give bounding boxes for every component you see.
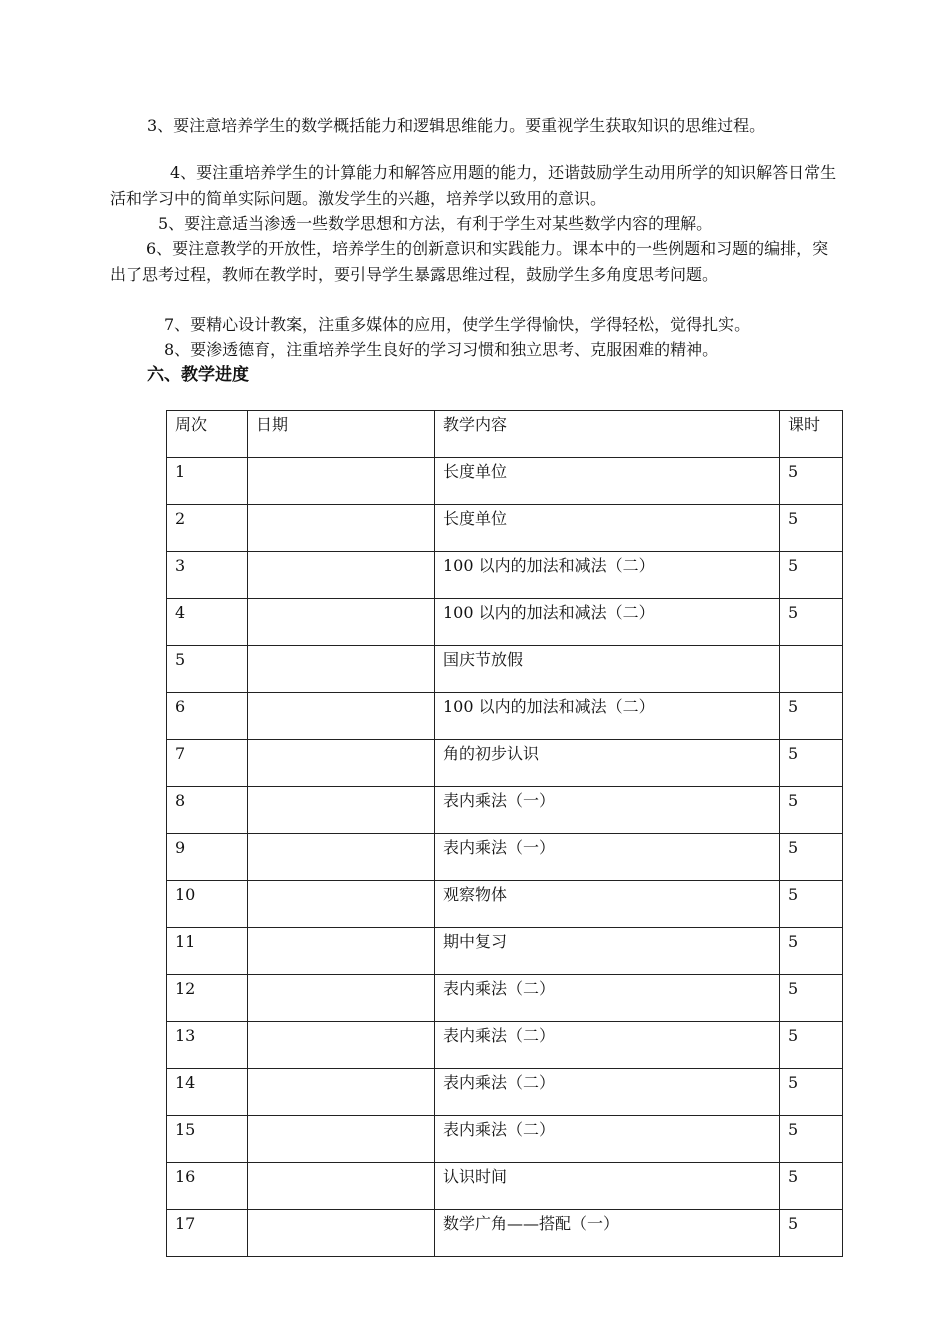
cell-week: 14 (167, 1069, 248, 1116)
cell-content: 表内乘法（一） (435, 834, 780, 881)
cell-week: 16 (167, 1163, 248, 1210)
cell-date (248, 693, 435, 740)
table-row (167, 1069, 843, 1116)
cell-content: 长度单位 (435, 505, 780, 552)
table-row (167, 1210, 843, 1257)
paragraph-8: 8、要渗透德育，注重培养学生良好的学习习惯和独立思考、克服困难的精神。 (164, 340, 719, 359)
table-row (167, 646, 843, 693)
cell-hours: 5 (780, 1116, 843, 1163)
table-row (167, 552, 843, 599)
cell-content: 100 以内的加法和减法（二） (435, 693, 780, 740)
table-row (167, 693, 843, 740)
table-row (167, 505, 843, 552)
cell-week: 2 (167, 505, 248, 552)
header-hours: 课时 (780, 411, 843, 458)
cell-date (248, 1163, 435, 1210)
cell-date (248, 505, 435, 552)
cell-content: 表内乘法（二） (435, 1069, 780, 1116)
cell-week: 7 (167, 740, 248, 787)
table-row (167, 928, 843, 975)
table-row (167, 1022, 843, 1069)
table-row (167, 1163, 843, 1210)
cell-hours: 5 (780, 1022, 843, 1069)
table-row (167, 787, 843, 834)
section-heading: 六、教学进度 (147, 365, 249, 385)
cell-week: 15 (167, 1116, 248, 1163)
cell-week: 11 (167, 928, 248, 975)
cell-week: 4 (167, 599, 248, 646)
paragraph-6: 6、要注意教学的开放性，培养学生的创新意识和实践能力。课本中的一些例题和习题的编排，突出了思考过程，教师在教学时，要引导学生暴露思维过程，鼓励学生多角度思考问题。 (110, 239, 829, 284)
cell-date (248, 1069, 435, 1116)
cell-date (248, 787, 435, 834)
header-week: 周次 (167, 411, 248, 458)
cell-hours: 5 (780, 1069, 843, 1116)
cell-date (248, 740, 435, 787)
cell-hours: 5 (780, 693, 843, 740)
cell-content: 期中复习 (435, 928, 780, 975)
cell-date (248, 928, 435, 975)
paragraph-7: 7、要精心设计教案，注重多媒体的应用，使学生学得愉快，学得轻松，觉得扎实。 (164, 315, 751, 334)
cell-date (248, 599, 435, 646)
cell-week: 10 (167, 881, 248, 928)
paragraph-5: 5、要注意适当渗透一些数学思想和方法，有利于学生对某些数学内容的理解。 (158, 214, 713, 233)
table-row (167, 599, 843, 646)
table-header-row (167, 411, 843, 458)
cell-hours: 5 (780, 552, 843, 599)
header-content: 教学内容 (435, 411, 780, 458)
cell-week: 5 (167, 646, 248, 693)
cell-content: 观察物体 (435, 881, 780, 928)
table-row (167, 975, 843, 1022)
paragraph-4: 4、要注重培养学生的计算能力和解答应用题的能力，还谐鼓励学生动用所学的知识解答日常生活和学习中的简单实际问题。激发学生的兴趣，培养学以致用的意识。 (110, 163, 837, 208)
cell-date (248, 1022, 435, 1069)
cell-week: 9 (167, 834, 248, 881)
cell-week: 3 (167, 552, 248, 599)
cell-content: 100 以内的加法和减法（二） (435, 599, 780, 646)
cell-hours: 5 (780, 458, 843, 505)
cell-content: 表内乘法（二） (435, 1116, 780, 1163)
cell-content: 角的初步认识 (435, 740, 780, 787)
paragraph-3: 3、要注意培养学生的数学概括能力和逻辑思维能力。要重视学生获取知识的思维过程。 (147, 116, 766, 135)
table-row (167, 458, 843, 505)
cell-hours: 5 (780, 975, 843, 1022)
cell-content: 表内乘法（二） (435, 1022, 780, 1069)
cell-date (248, 834, 435, 881)
cell-content: 表内乘法（一） (435, 787, 780, 834)
cell-date (248, 552, 435, 599)
cell-date (248, 1210, 435, 1257)
cell-week: 12 (167, 975, 248, 1022)
cell-hours: 5 (780, 505, 843, 552)
cell-content: 100 以内的加法和减法（二） (435, 552, 780, 599)
cell-content: 表内乘法（二） (435, 975, 780, 1022)
cell-date (248, 646, 435, 693)
schedule-table (166, 410, 843, 1257)
cell-week: 17 (167, 1210, 248, 1257)
cell-content: 国庆节放假 (435, 646, 780, 693)
cell-hours: 5 (780, 881, 843, 928)
cell-week: 8 (167, 787, 248, 834)
cell-week: 1 (167, 458, 248, 505)
cell-hours: 5 (780, 928, 843, 975)
cell-week: 13 (167, 1022, 248, 1069)
cell-date (248, 458, 435, 505)
cell-date (248, 975, 435, 1022)
table-row (167, 881, 843, 928)
table-row (167, 834, 843, 881)
cell-hours (780, 646, 843, 693)
cell-hours: 5 (780, 787, 843, 834)
cell-week: 6 (167, 693, 248, 740)
cell-hours: 5 (780, 1210, 843, 1257)
header-date: 日期 (248, 411, 435, 458)
cell-hours: 5 (780, 599, 843, 646)
cell-content: 认识时间 (435, 1163, 780, 1210)
cell-content: 长度单位 (435, 458, 780, 505)
cell-date (248, 881, 435, 928)
cell-hours: 5 (780, 1163, 843, 1210)
cell-hours: 5 (780, 834, 843, 881)
cell-hours: 5 (780, 740, 843, 787)
cell-date (248, 1116, 435, 1163)
table-row (167, 740, 843, 787)
cell-content: 数学广角——搭配（一） (435, 1210, 780, 1257)
table-row (167, 1116, 843, 1163)
